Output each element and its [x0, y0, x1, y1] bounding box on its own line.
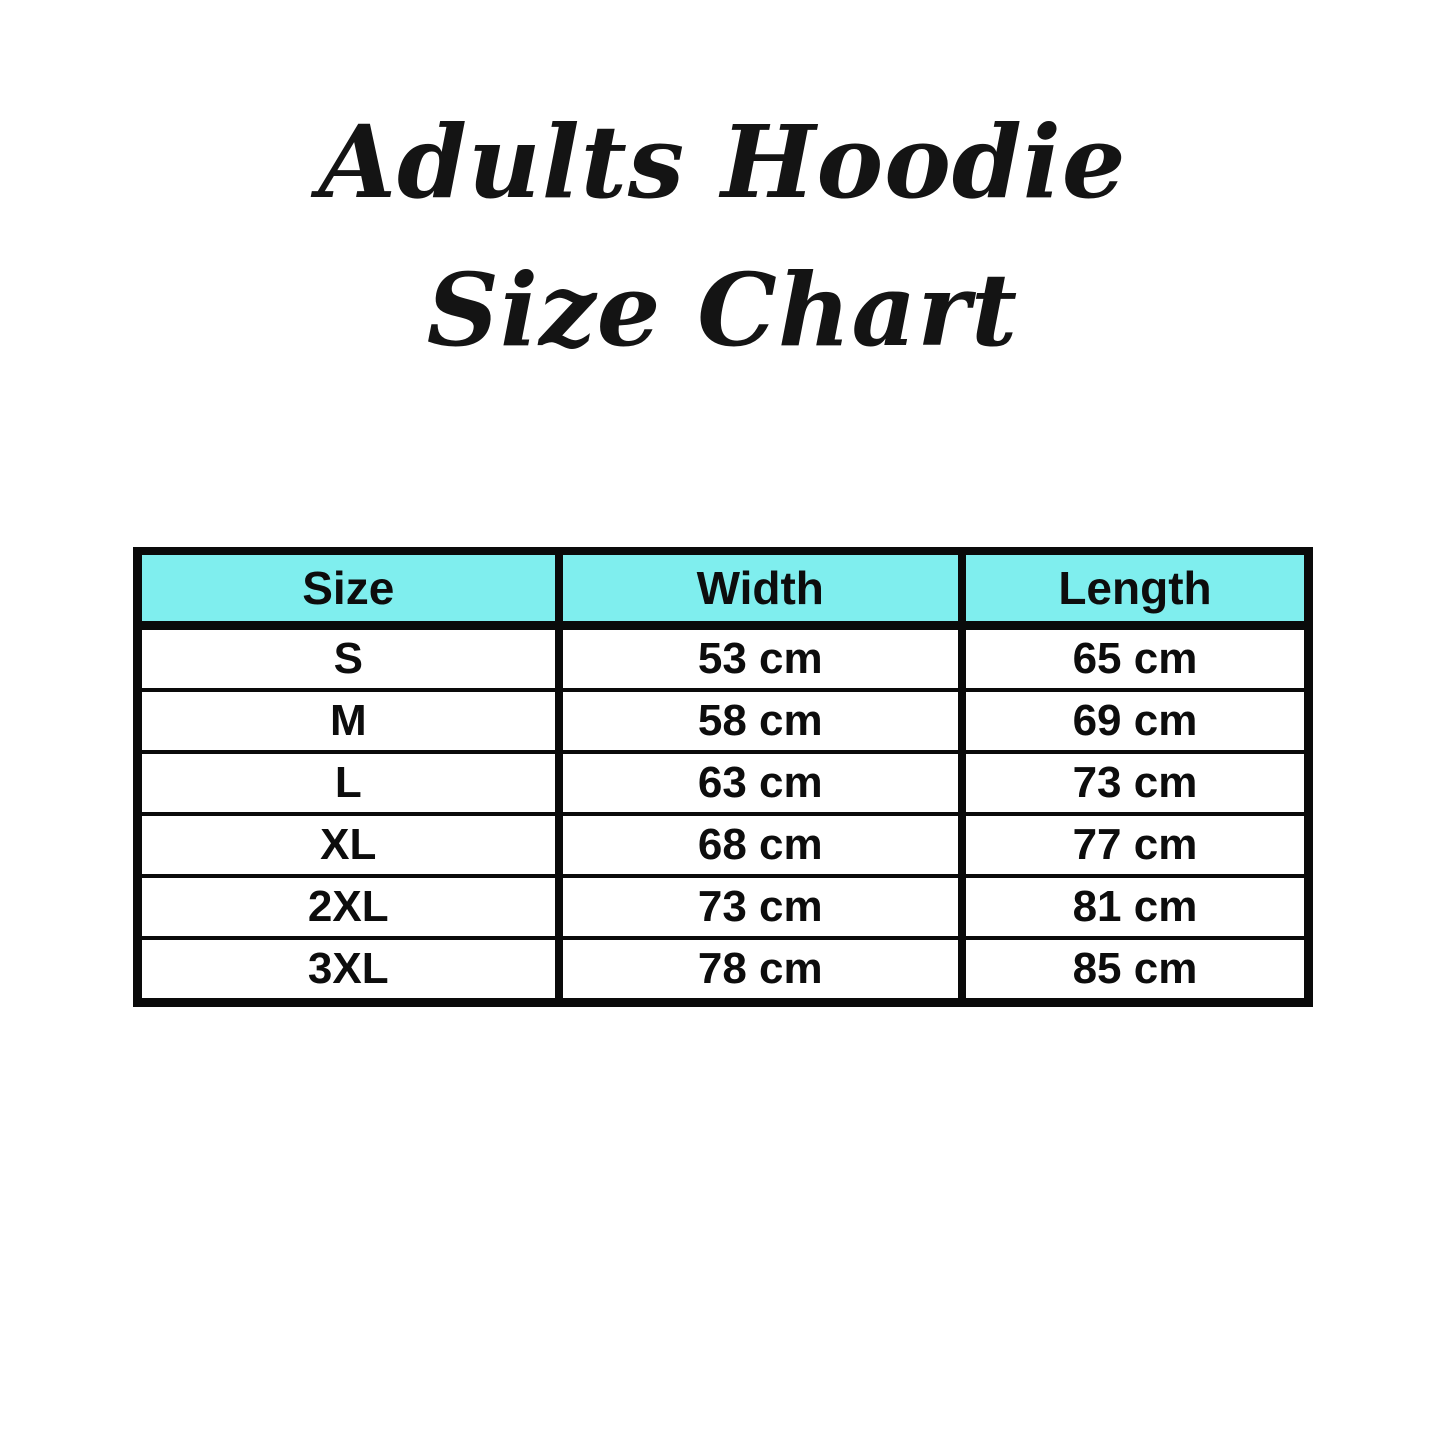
- size-cell: 2XL: [138, 876, 559, 938]
- table-row: [138, 876, 1309, 938]
- size-cell: 3XL: [138, 938, 559, 1003]
- size-cell: L: [138, 752, 559, 814]
- width-cell: 53 cm: [559, 626, 962, 691]
- length-cell: 77 cm: [962, 814, 1309, 876]
- column-header-length: Length: [962, 551, 1309, 626]
- width-cell: 58 cm: [559, 690, 962, 752]
- column-header-width: Width: [559, 551, 962, 626]
- length-cell: 69 cm: [962, 690, 1309, 752]
- table-row: [138, 752, 1309, 814]
- width-cell: 63 cm: [559, 752, 962, 814]
- length-cell: 73 cm: [962, 752, 1309, 814]
- page-title: [0, 88, 1445, 384]
- size-cell: XL: [138, 814, 559, 876]
- width-cell: 73 cm: [559, 876, 962, 938]
- width-cell: 78 cm: [559, 938, 962, 1003]
- table-row: [138, 814, 1309, 876]
- width-cell: 68 cm: [559, 814, 962, 876]
- length-cell: 65 cm: [962, 626, 1309, 691]
- size-chart-table: [133, 547, 1313, 1007]
- table-header-row: [138, 551, 1309, 626]
- size-cell: M: [138, 690, 559, 752]
- title-line-1: Adults Hoodie: [318, 103, 1127, 221]
- column-header-size: Size: [138, 551, 559, 626]
- table-row: [138, 690, 1309, 752]
- table-row: [138, 626, 1309, 691]
- length-cell: 81 cm: [962, 876, 1309, 938]
- title-line-2: Size Chart: [426, 251, 1019, 369]
- length-cell: 85 cm: [962, 938, 1309, 1003]
- table-row: [138, 938, 1309, 1003]
- size-cell: S: [138, 626, 559, 691]
